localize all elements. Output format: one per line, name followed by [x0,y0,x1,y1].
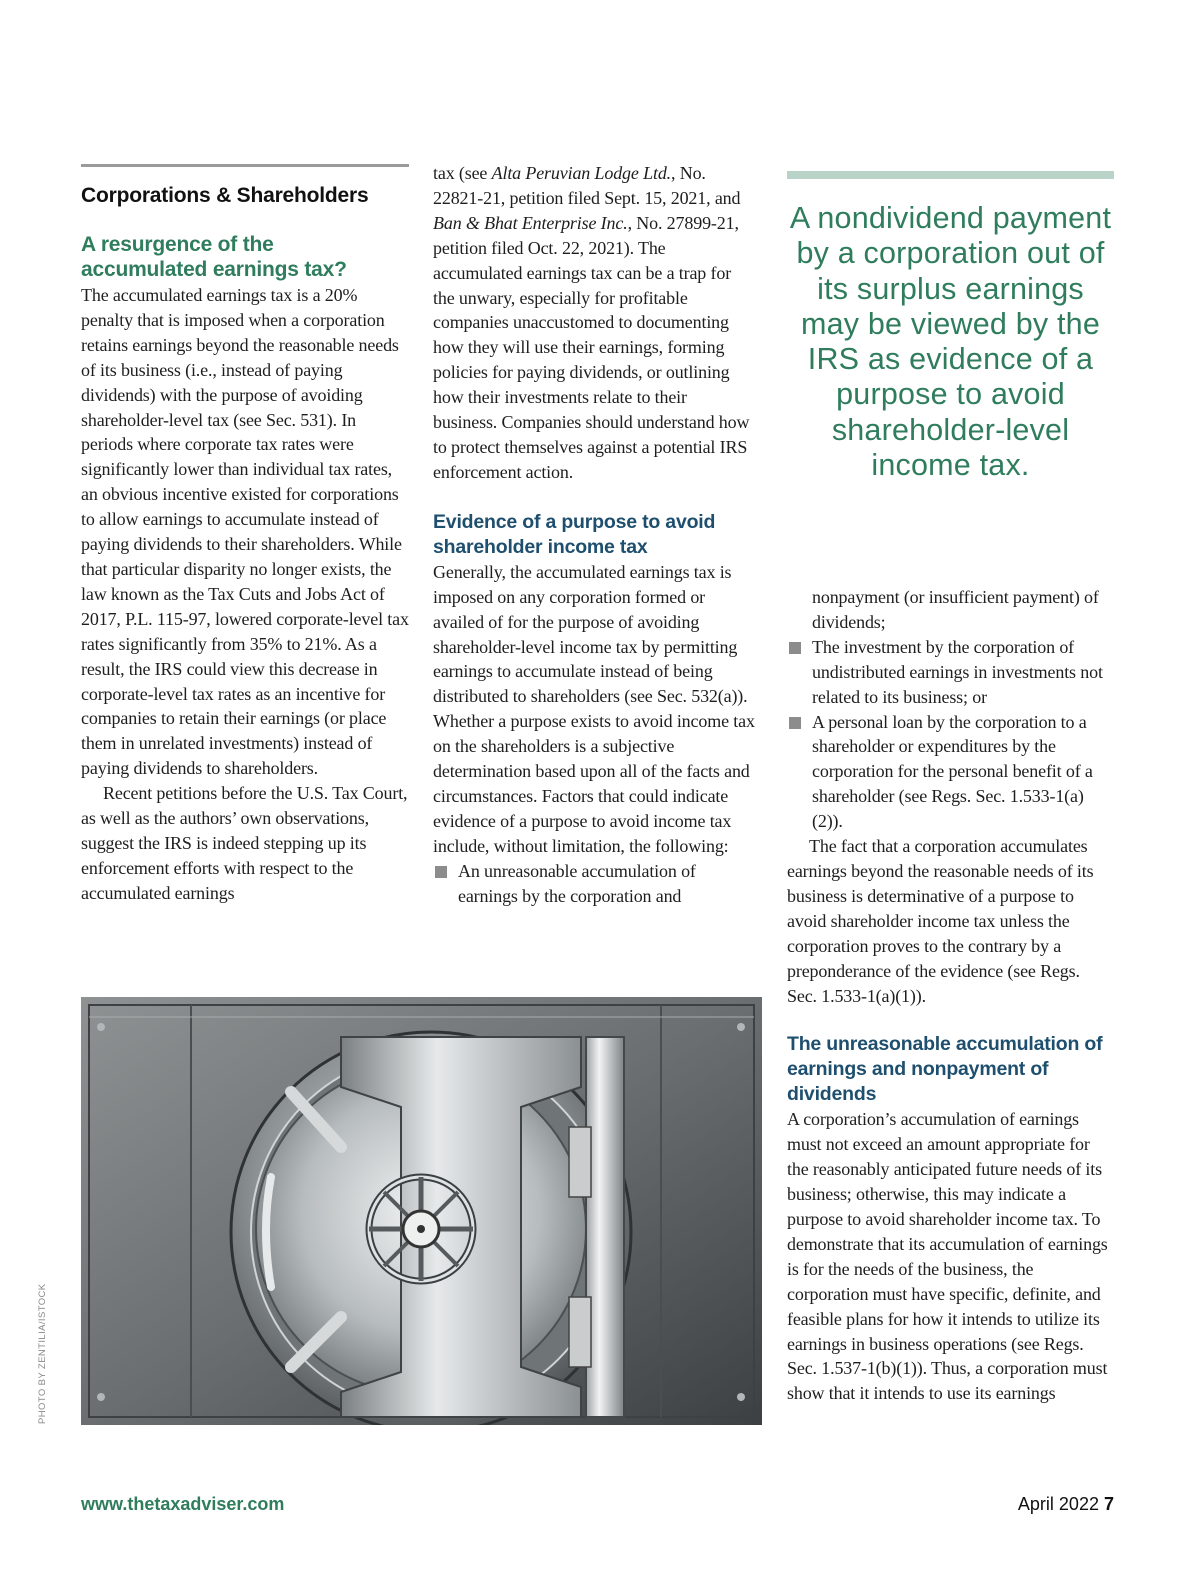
column2-body-2 [433,560,755,909]
column3-body [787,585,1114,1008]
list-item-continued: nonpayment (or insufficient payment) of dividends; [812,587,1099,632]
column-1 [81,184,409,906]
list-item: An unreasonable accumulation of earnings by the corporation and [433,859,755,909]
section-label: Corporations & Shareholders [81,184,369,207]
pull-quote: A nondividend payment by a corporation out of its surplus earnings may be viewed by the IRS as evidence of a purpose to avoid shareholder-level income tax. [789,201,1112,483]
bullet-square-icon [789,717,801,729]
column2-body [433,161,755,485]
pullquote-top-rule [787,171,1114,179]
bullet-square-icon [789,642,801,654]
paragraph: The fact that a corporation accumulates earnings beyond the reasonable needs of its business is determinative of a purpose to avoid shareholder income tax unless the corporation proves to the contrary by a preponderance of the evidence (see Regs. Sec. 1.533-1(a)(1)). [787,836,1094,1006]
section-heading: Evidence of a purpose to avoid shareholder income tax [433,510,716,558]
column1-top-rule [81,164,409,167]
website-link[interactable]: www.thetaxadviser.com [81,1494,285,1514]
column1-body [81,283,409,906]
paragraph: Recent petitions before the U.S. Tax Court, as well as the authors’ own observations, suggest the IRS is indeed stepping up its enforcement efforts with respect to the accumulated earnings [81,783,408,903]
section-heading: A resurgence of the accumulated earnings tax? [81,233,347,281]
case-name: Alta Peruvian Lodge Ltd. [491,163,672,183]
vault-door-illustration [81,997,762,1425]
column3-body-2 [787,1107,1114,1406]
paragraph: tax (see Alta Peruvian Lodge Ltd., No. 22821-21, petition filed Sept. 15, 2021, and Ban & Bhat Enterprise Inc., No. 27899-21, petition filed Oct. 22, 2021). The accumulated earnings tax can be a trap for the unwary, especially for profitable companies unaccustomed to documenting how they will use their earnings, forming policies for paying dividends, or outlining how their investments relate to their business. Companies should understand how to protect themselves against a potential IRS enforcement action. [433,163,750,482]
paragraph: A corporation’s accumulation of earnings must not exceed an amount appropriate for the reasonably anticipated future needs of its business; otherwise, this may indicate a purpose to avoid shareholder income tax. To demonstrate that its accumulation of earnings is for the needs of the business, the corporation must have specific, definite, and feasible plans for how it intends to utilize its earnings in business operations (see Regs. Sec. 1.537-1(b)(1)). Thus, a corporation must show that it intends to use its earnings [787,1109,1108,1404]
list-item: A personal loan by the corporation to a shareholder or expenditures by the corporation for the personal benefit of a shareholder (see Regs. Sec. 1.533-1(a)(2)). [787,710,1114,835]
photo-credit: PHOTO BY ZENTILIA/ISTOCK [37,1283,48,1424]
section-heading: The unreasonable accumulation of earnings and nonpayment of dividends [787,1033,1103,1106]
paragraph: Generally, the accumulated earnings tax is imposed on any corporation formed or availed of for the purpose of avoiding shareholder-level income tax by permitting earnings to accumulate instead of being distributed to shareholders (see Sec. 532(a)). Whether a purpose exists to avoid income tax on the shareholders is a subjective determination based upon all of the facts and circumstances. Factors that could indicate evidence of a purpose to avoid income tax include, without limitation, the following: [433,561,755,856]
list-item: The investment by the corporation of undistributed earnings in investments not related to its business; or [787,635,1114,710]
vault-door-photo [81,997,762,1425]
case-name: Ban & Bhat Enterprise Inc. [433,212,628,233]
paragraph: The accumulated earnings tax is a 20% penalty that is imposed when a corporation retains earnings beyond the reasonable needs of its business (i.e., instead of paying dividends) with the purpose of avoiding shareholder-level tax (see Sec. 531). In periods where corporate tax rates were significantly lower than individual tax rates, an obvious incentive existed for corporations to allow earnings to accumulate instead of paying dividends to their shareholders. While that particular disparity no longer exists, the law known as the Tax Cuts and Jobs Act of 2017, P.L. 115-97, lowered corporate-level tax rates significantly from 35% to 21%. As a result, the IRS could view this decrease in corporate-level tax rates as an incentive for companies to retain their earnings (or place them in unrelated investments) instead of paying dividends to shareholders. [81,285,409,779]
issue-date: April 2022 7 [1017,1494,1114,1514]
column-3 [787,585,1114,1406]
column-2 [433,161,755,908]
bullet-square-icon [435,866,447,878]
page-number: 7 [1103,1494,1114,1514]
